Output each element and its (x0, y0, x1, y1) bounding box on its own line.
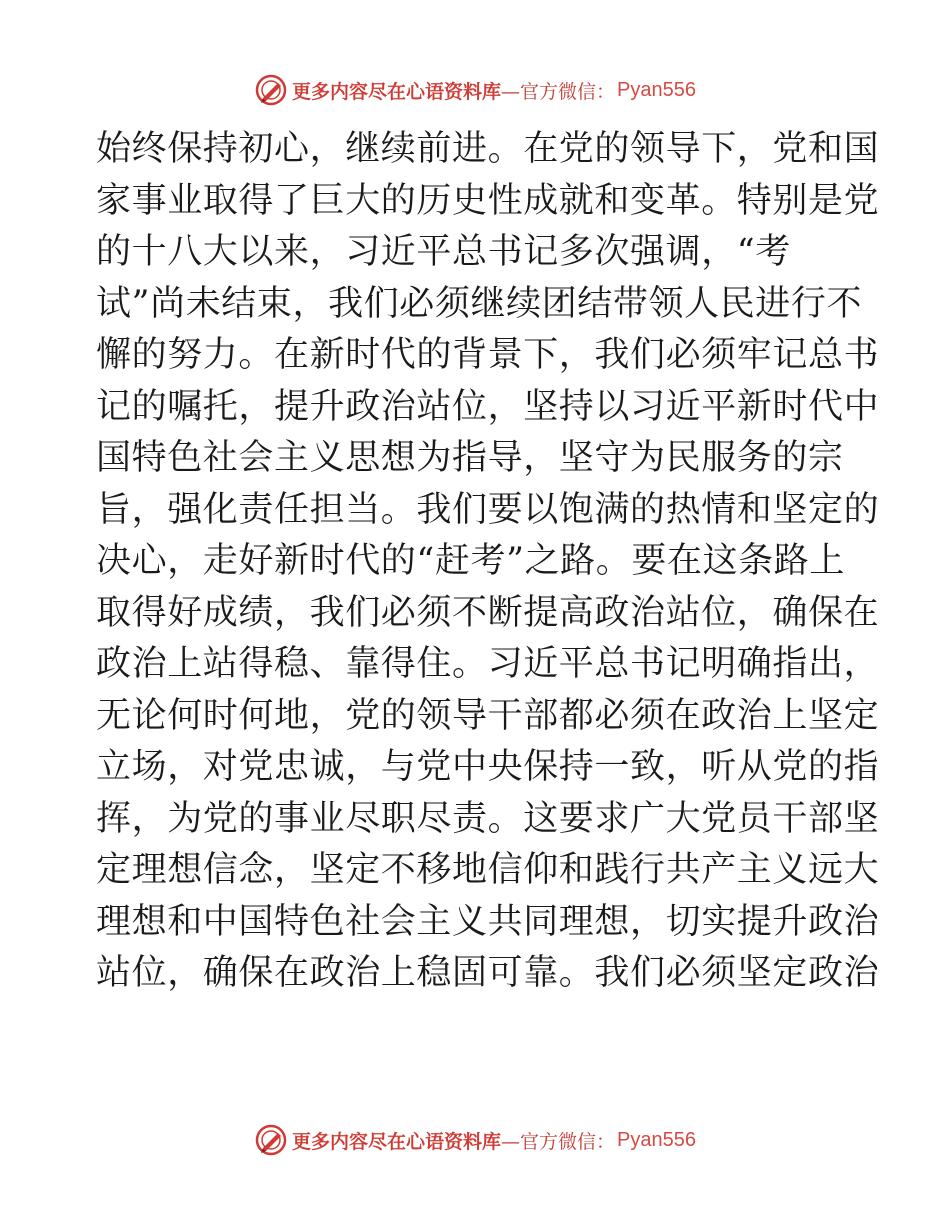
document-body (96, 124, 880, 1000)
body-line: 理想和中国特色社会主义共同理想，切实提升政治 (96, 901, 880, 942)
body-line: 的十八大以来，习近平总书记多次强调，“考 (96, 232, 791, 272)
body-line: 挥，为党的事业尽职尽责。这要求广大党员干部坚 (96, 798, 880, 839)
body-line: 懈的努力。在新时代的背景下，我们必须牢记总书 (96, 335, 880, 375)
body-line: 决心，走好新时代的“赶考”之路。要在这条路上 (96, 541, 845, 581)
body-line: 无论何时何地，党的领导干部都必须在政治上坚定 (96, 695, 880, 736)
body-line: 旨，强化责任担当。我们要以饱满的热情和坚定的 (96, 489, 880, 530)
footer-watermark-main: 更多内容尽在心语资料库 (292, 1130, 502, 1153)
body-line: 记的嘱托，提升政治站位，坚持以习近平新时代中 (96, 386, 880, 427)
body-line: 定理想信念，坚定不移地信仰和践行共产主义远大 (96, 850, 880, 890)
body-line: 始终保持初心，继续前进。在党的领导下，党和国 (96, 129, 880, 169)
header-watermark-main: 更多内容尽在心语资料库 (292, 80, 502, 103)
header-watermark-sub: —官方微信： (501, 80, 616, 103)
body-line: 试”尚未结束，我们必须继续团结带领人民进行不 (96, 283, 863, 324)
header-watermark-id: Pyan556 (617, 78, 696, 101)
body-line: 取得好成绩，我们必须不断提高政治站位，确保在 (96, 592, 880, 633)
brand-logo-icon (254, 73, 288, 107)
body-line: 站位，确保在政治上稳固可靠。我们必须坚定政治 (96, 953, 880, 993)
footer-watermark (0, 1120, 950, 1160)
body-line: 国特色社会主义思想为指导，坚守为民服务的宗 (96, 438, 844, 478)
footer-watermark-sub: —官方微信： (501, 1130, 616, 1153)
header-watermark (0, 70, 950, 110)
body-line: 家事业取得了巨大的历史性成就和变革。特别是党 (96, 180, 880, 221)
footer-watermark-id: Pyan556 (617, 1128, 696, 1151)
body-line: 立场，对党忠诚，与党中央保持一致，听从党的指 (96, 747, 880, 787)
body-line: 政治上站得稳、靠得住。习近平总书记明确指出， (96, 644, 880, 684)
brand-logo-icon (254, 1123, 288, 1157)
